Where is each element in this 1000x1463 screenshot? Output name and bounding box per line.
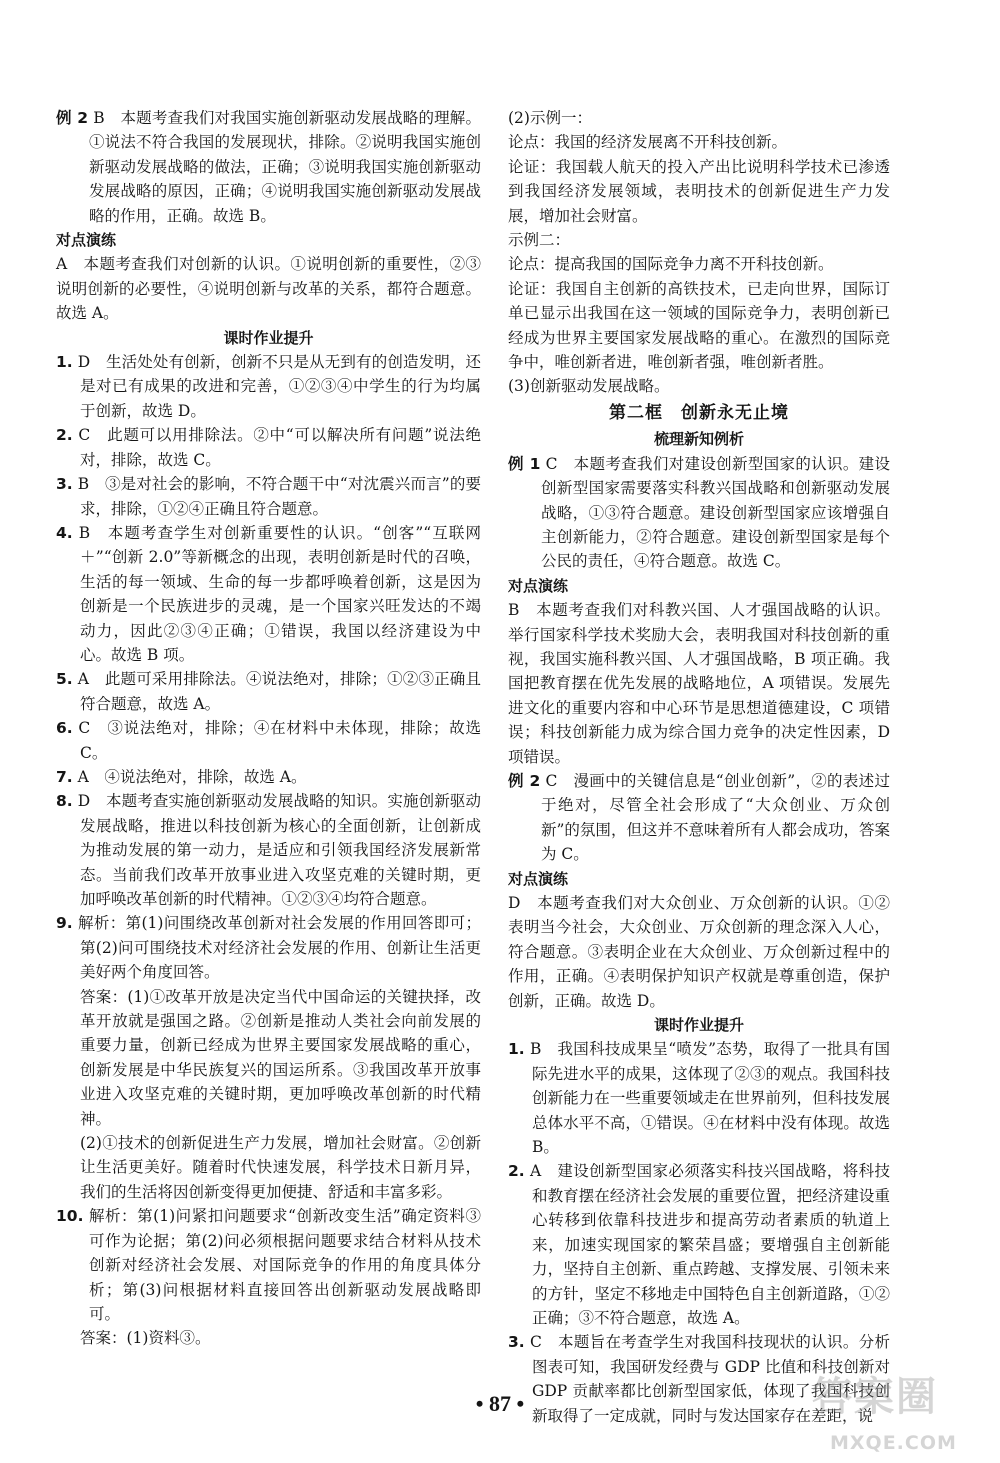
example-entry <box>508 769 890 867</box>
item-text: C 本题考查我们对建设创新型国家的认识。建设创新型国家需要落实科教兴国战略和创新驱动发展战略，①③符合题意。建设创新型国家应该增强自主创新能力，②符合题意。建设创新型国家是每个公民的责任，④符合题意。故选 C。 <box>541 454 890 571</box>
paragraph: D 本题考查我们对大众创业、万众创新的认识。①②表明当今社会，大众创业、万众创新的理念深入人心，符合题意。③表明企业在大众创业、万众创新过程中的作用，正确。④表明保护知识产权就是尊重创造，保护创新，正确。故选 D。 <box>508 894 890 1010</box>
paragraph: A 本题考查我们对创新的认识。①说明创新的重要性，②③说明创新的必要性，④说明创新与改革的关系，都符合题意。故选 A。 <box>56 255 481 323</box>
example-entry <box>508 452 890 574</box>
item-label: 2. <box>508 1162 525 1181</box>
item-text: 解析：第(1)问紧扣问题要求“创新改变生活”确定资料③可作为论据；第(2)问必须根据问题要求结合材料从技术创新对经济社会发展、对国际竞争的作用的角度具体分析；第(3)问根据材料直接回答出创新驱动发展战略即可。 <box>88 1207 481 1323</box>
text-line: 示例二： <box>508 231 571 250</box>
item-label: 3. <box>508 1333 525 1352</box>
answer-item <box>56 423 481 472</box>
answer-item <box>56 1204 481 1326</box>
answer-item <box>56 667 481 716</box>
paragraph: B 本题考查我们对科教兴国、人才强国战略的认识。举行国家科学技术奖励大会，表明我国对科技创新的重视，我国实施科教兴国、人才强国战略，B 项正确。我国把教育摆在优先发展的战略地位，A 项错误。发展先进文化的重要内容和中心环节是思想道德建设，C 项错误；科技创新能力成为综合国力竞争的决定性因素，D 项错误。 <box>508 601 890 766</box>
answer-item <box>56 716 481 765</box>
answer-item <box>56 765 481 789</box>
item-label: 7. <box>56 767 73 786</box>
item-label: 3. <box>56 475 73 494</box>
centered-heading: 课时作业提升 <box>653 1016 744 1035</box>
text-line: 论证：我国自主创新的高铁技术，已走向世界，国际订单已显示出我国在这一领域的国际竞争力，表明创新已经成为世界主要国家发展战略的重心。在激烈的国际竞争中，唯创新者进，唯创新者强，唯创新者胜。 <box>508 279 890 372</box>
page-number: • 87 • <box>475 1391 525 1416</box>
item-text: B 本题考查学生对创新重要性的认识。“创客”“互联网＋”“创新 2.0”等新概念的出现，表明创新是时代的召唤，生活的每一领域、生命的每一步都呼唤着创新，这是因为创新是一个民族进步的灵魂，是一个国家兴旺发达的不竭动力，因此②③④正确；①错误，我国以经济建设为中心。故选 B 项。 <box>78 523 481 664</box>
item-text: B 本题考查我们对我国实施创新驱动发展战略的理解。①说法不符合我国的发展现状，排除。②说明我国实施创新驱动发展战略的做法，正确；③说明我国实施创新驱动发展战略的原因，正确；④说明我国实施创新驱动发展战略的作用，正确。故选 B。 <box>89 109 481 225</box>
item-text: C ③说法绝对，排除；④在材料中未体现，排除；故选 C。 <box>78 719 481 762</box>
item-text: B ③是对社会的影响，不符合题干中“对沈震兴而言”的要求，排除，①②④正确且符合题意。 <box>77 475 481 518</box>
item-text: A 此题可采用排除法。④说法绝对，排除；①②③正确且符合题意，故选 A。 <box>77 670 481 713</box>
text-line: (3)创新驱动发展战略。 <box>508 377 670 396</box>
answer-item <box>56 789 481 911</box>
answer-item <box>508 1037 890 1159</box>
item-label: 例 1 <box>508 454 541 473</box>
left-column <box>56 106 481 1351</box>
item-text: 解析：第(1)问围绕改革创新对社会发展的作用回答即可；第(2)问可围绕技术对经济社会发展的作用、创新让生活更美好两个角度回答。 <box>78 914 481 982</box>
answer-text: (2)①技术的创新促进生产力发展，增加社会财富。②创新让生活更美好。随着时代快速发展，科学技术日新月异，我们的生活将因创新变得更加便捷、舒适和丰富多彩。 <box>80 1134 481 1201</box>
item-text: A ④说法绝对，排除，故选 A。 <box>77 767 307 786</box>
item-label: 8. <box>56 792 73 811</box>
centered-heading: 课时作业提升 <box>223 328 314 347</box>
watermark-text: 答案圈 <box>812 1374 938 1420</box>
item-label: 4. <box>56 523 73 542</box>
item-label: 9. <box>56 914 73 933</box>
right-column <box>508 106 890 1428</box>
section-heading: 对点演练 <box>56 231 117 250</box>
item-text: C 本题旨在考查学生对我国科技现状的认识。分析图表可知，我国研发经费与 GDP 比值和科技创新对 GDP 贡献率都比创新型国家低，体现了我国科技创新取得了一定成就，同时与发达国家存在差距，说 <box>529 1333 890 1425</box>
watermark-logo <box>812 1374 997 1459</box>
answer-text: 答案：(1)①改革开放是决定当代中国命运的关键抉择，改革开放就是强国之路。②创新是推动人类社会向前发展的重要力量，创新已经成为世界主要国家发展战略的重心，创新发展是中华民族复兴的国运所系。③我国改革开放事业进入攻坚克难的关键时期，更加呼唤改革创新的时代精神。 <box>80 987 481 1128</box>
text-line: 论证：我国载人航天的投入产出比说明科学技术已渗透到我国经济发展领域，表明技术的创新促进生产力发展，增加社会财富。 <box>508 157 890 225</box>
example-entry <box>56 106 481 228</box>
section-title: 第二框 创新永无止境 <box>609 402 789 423</box>
item-text: A 建设创新型国家必须落实科技兴国战略，将科技和教育摆在经济社会发展的重要位置，把经济建设重心转移到依靠科技进步和提高劳动者素质的轨道上来，加速实现国家的繁荣昌盛；要增强自主创新能力，坚持自主创新、重点跨越、支撑发展、引领未来的方针，坚定不移地走中国特色自主创新道路，①②正确；③不符合题意，故选 A。 <box>529 1162 890 1327</box>
answer-item <box>56 911 481 984</box>
answer-item <box>508 1159 890 1330</box>
centered-heading: 梳理新知例析 <box>653 430 744 449</box>
text-line: 论点：提高我国的国际竞争力离不开科技创新。 <box>508 255 834 274</box>
item-label: 例 2 <box>508 771 541 790</box>
item-label: 例 2 <box>56 109 89 127</box>
item-text: B 我国科技成果呈“喷发”态势，取得了一批具有国际先进水平的成果，这体现了②③的观点。我国科技创新能力在一些重要领域走在世界前列，但科技发展总体水平不高，①错误。④在材料中没有体现。故选 B。 <box>529 1040 890 1157</box>
text-line: 论点：我国的经济发展离不开科技创新。 <box>508 133 788 152</box>
watermark-url: MXQE.COM <box>830 1432 957 1454</box>
answer-text: 答案：(1)资料③。 <box>80 1329 211 1348</box>
item-text: C 漫画中的关键信息是“创业创新”，②的表述过于绝对，尽管全社会形成了“大众创业、万众创新”的氛围，但这并不意味着所有人都会成功，答案为 C。 <box>541 771 890 864</box>
item-label: 2. <box>56 426 73 445</box>
item-label: 5. <box>56 670 73 689</box>
text-line: (2)示例一： <box>508 109 592 127</box>
section-heading: 对点演练 <box>508 869 569 888</box>
item-label: 1. <box>508 1040 525 1059</box>
answer-item <box>56 521 481 667</box>
item-text: C 此题可以用排除法。②中“可以解决所有问题”说法绝对，排除，故选 C。 <box>78 426 481 469</box>
item-label: 10. <box>56 1207 84 1226</box>
item-text: D 生活处处有创新，创新不只是从无到有的创造发明，还是对已有成果的改进和完善，①②③④中学生的行为均属于创新，故选 D。 <box>77 353 481 420</box>
item-text: D 本题考查实施创新驱动发展战略的知识。实施创新驱动发展战略，推进以科技创新为核心的全面创新，让创新成为推动发展的第一动力，是适应和引领我国经济发展新常态。当前我们改革开放事业进入攻坚克难的关键时期，更加呼唤改革创新的时代精神。①②③④均符合题意。 <box>77 792 481 908</box>
item-label: 1. <box>56 353 73 372</box>
section-heading: 对点演练 <box>508 576 569 595</box>
answer-item <box>56 472 481 521</box>
answer-item <box>56 350 481 423</box>
item-label: 6. <box>56 719 73 738</box>
